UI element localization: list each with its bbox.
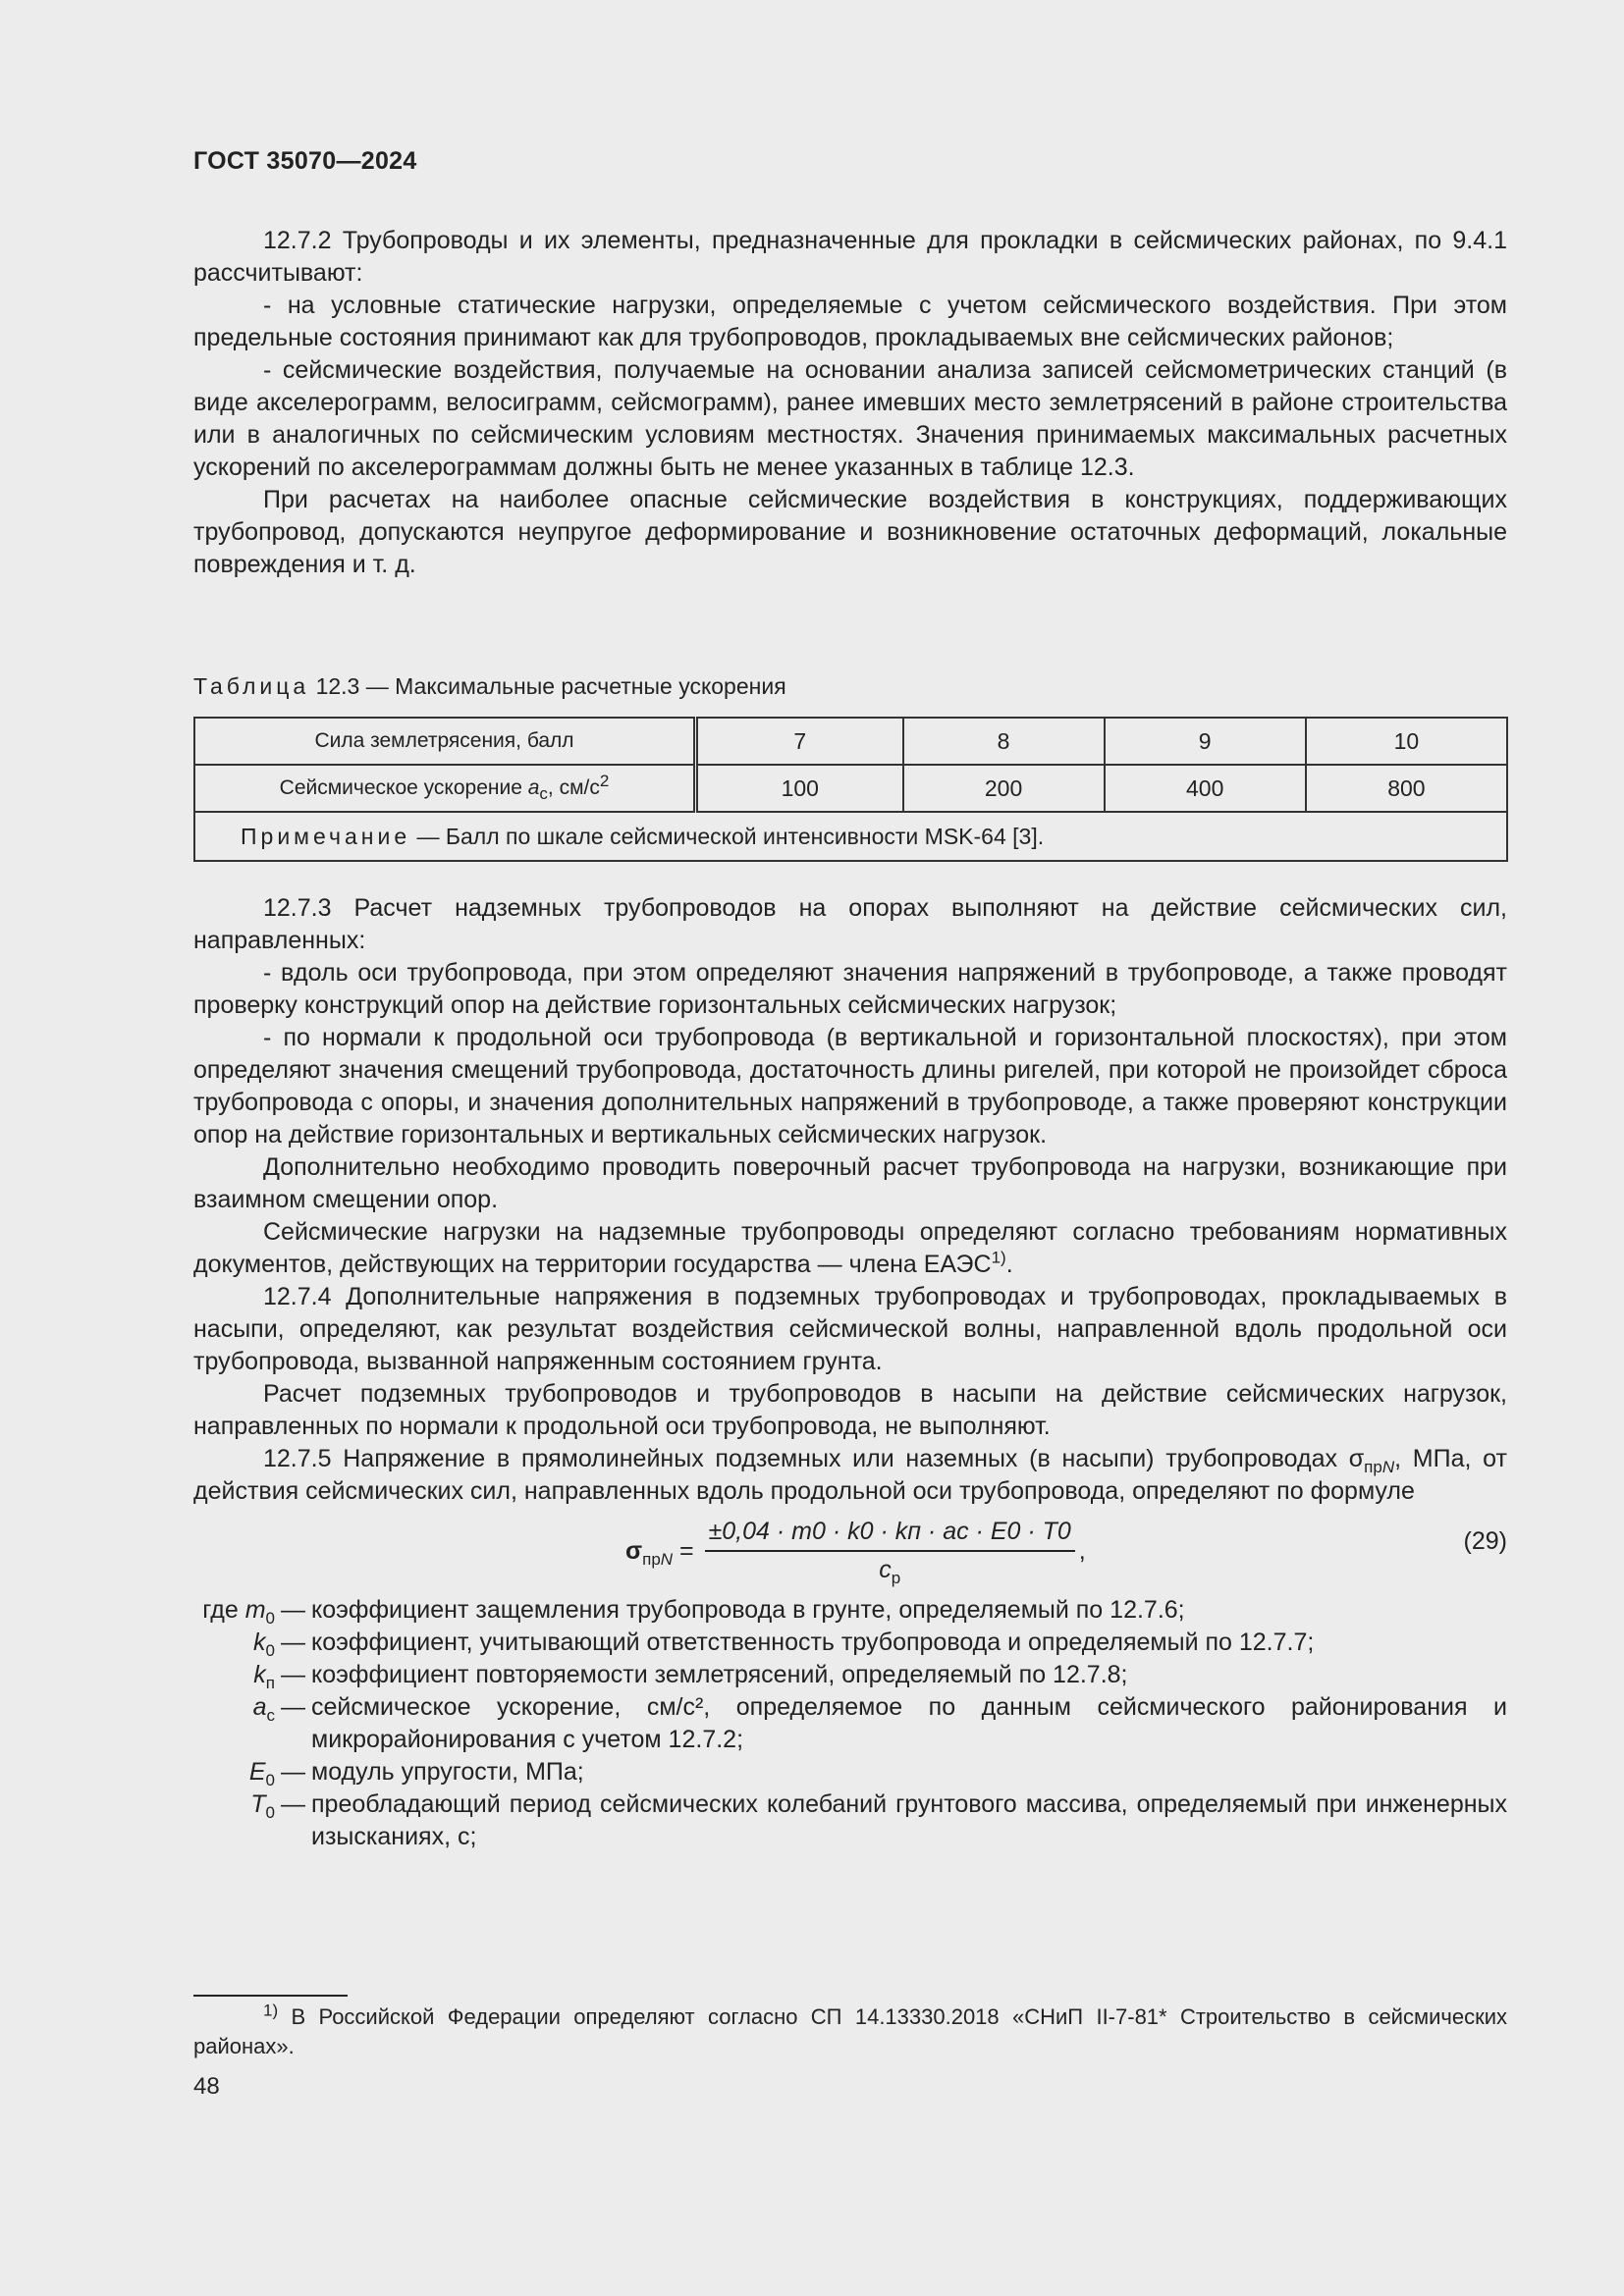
- subscript: p: [891, 1569, 901, 1587]
- list-item: - сейсмические воздействия, получаемые на основании анализа записей сейсмометрических станций (в виде акселерограмм, велосиграмм, сейсмограмм), ранее имевших место землетрясений в районе строительства или в аналогичных по сейсмическим условиям местностях. Значения принимаемых максимальных расчетных ускорений по акселерограммам должны быть не менее указанных в таблице 12.3.: [193, 356, 1507, 481]
- table-cell: 9: [1105, 718, 1306, 765]
- equals-sign: =: [673, 1536, 701, 1565]
- symbol: m: [244, 1596, 266, 1624]
- symbol: k: [253, 1629, 266, 1656]
- document-header: ГОСТ 35070—2024: [193, 147, 417, 175]
- symbol: σ: [625, 1536, 643, 1565]
- table-row: [194, 812, 1507, 861]
- formula-fraction: [705, 1516, 1075, 1586]
- symbol: E: [248, 1758, 266, 1786]
- paragraph: [193, 1443, 1507, 1508]
- symbol: a: [252, 1693, 267, 1721]
- page-number: 48: [193, 2073, 220, 2100]
- paragraph: 12.7.3 Расчет надземных трубопроводов на опорах выполняют на действие сейсмических сил, направленных:: [193, 894, 1507, 954]
- footnote-separator: [193, 1995, 348, 1997]
- subscript-symbol: N: [660, 1549, 674, 1569]
- symbol: σ: [1348, 1445, 1365, 1472]
- table-cell: 400: [1105, 765, 1306, 812]
- table-row: [194, 718, 1507, 765]
- table-header-cell: [194, 765, 696, 812]
- footnote: [193, 2002, 1507, 2061]
- table-cell: 200: [903, 765, 1105, 812]
- list-item: - по нормали к продольной оси трубопровода (в вертикальной и горизонтальной плоскостях), при этом определяют значения смещений трубопровода, достаточность длины ригелей, при которой не произойдет сброса трубопровода с опоры, и значения дополнительных напряжений в трубопроводе, а также проверяют конструкции опор на действие горизонтальных и вертикальных сейсмических нагрузок.: [193, 1024, 1507, 1148]
- table-cell: 10: [1306, 718, 1507, 765]
- definition-row: [193, 1594, 1507, 1627]
- paragraph: 12.7.4 Дополнительные напряжения в подземных трубопроводах и трубопроводах, прокладываемых в насыпи, определяют, как результат воздействия сейсмической волны, направленной вдоль продольной оси трубопровода, вызванной напряженным состоянием грунта.: [193, 1283, 1507, 1375]
- paragraph: [193, 1216, 1507, 1281]
- definition-text: преобладающий период сейсмических колебаний грунтового массива, определяемый при инженерных изысканиях, с;: [311, 1790, 1507, 1850]
- table-cell: 800: [1306, 765, 1507, 812]
- definition-symbol: [193, 1756, 275, 1789]
- list-item: - на условные статические нагрузки, определяемые с учетом сейсмического воздействия. При этом предельные состояния принимают как для трубопроводов, прокладываемых вне сейсмических районов;: [193, 292, 1507, 351]
- equation-number: (29): [1463, 1527, 1507, 1555]
- dash: —: [281, 1596, 305, 1624]
- numerator: ±0,04 · m0 · k0 · kп · ac · E0 · T0: [705, 1516, 1075, 1552]
- section-12-7-2: [193, 225, 1507, 581]
- definition-text: коэффициент, учитывающий ответственность трубопровода и определяемый по 12.7.7;: [311, 1629, 1315, 1656]
- table-caption-text: 12.3 — Максимальные расчетные ускорения: [315, 673, 786, 699]
- paragraph-text: .: [1005, 1251, 1013, 1278]
- definition-text: сейсмическое ускорение, см/с², определяемое по данным сейсмического районирования и микрорайонирования с учетом 12.7.2;: [311, 1693, 1507, 1753]
- definition-symbol: [193, 1627, 275, 1659]
- definition-row: [193, 1691, 1507, 1756]
- punctuation: ,: [1078, 1536, 1086, 1565]
- table-caption-label: Таблица: [193, 673, 310, 699]
- sections-12-7-3-to-12-7-5: [193, 892, 1507, 1853]
- table-header-cell: Сила землетрясения, балл: [194, 718, 696, 765]
- definition-symbol: [193, 1691, 275, 1756]
- definition-row: [193, 1756, 1507, 1789]
- paragraph: Дополнительно необходимо проводить поверочный расчет трубопровода на нагрузки, возникающие при взаимном смещении опор.: [193, 1153, 1507, 1213]
- symbol: k: [253, 1661, 266, 1688]
- acceleration-table: [193, 717, 1508, 862]
- subscript-symbol: N: [1381, 1458, 1395, 1476]
- table-cell: 8: [903, 718, 1105, 765]
- definition-row: [193, 1627, 1507, 1659]
- footnote-text: В Российской Федерации определяют согласно СП 14.13330.2018 «СНиП II-7-81* Строительство в сейсмических районах».: [193, 2004, 1507, 2058]
- definition-row: [193, 1789, 1507, 1853]
- superscript: 2: [599, 772, 610, 790]
- paragraph-text: 12.7.5 Напряжение в прямолинейных подземных или наземных (в насыпи) трубопроводах: [263, 1445, 1349, 1472]
- subscript: 0: [265, 1771, 275, 1789]
- paragraph-text: Сейсмические нагрузки на надземные трубопроводы определяют согласно требованиям нормативных документов, действующих на территории государства — члена ЕАЭС: [193, 1218, 1507, 1278]
- table-cell: 7: [696, 718, 903, 765]
- note-text: — Балл по шкале сейсмической интенсивности MSK-64 [3].: [410, 823, 1045, 849]
- definitions-list: [193, 1594, 1507, 1853]
- subscript-text: пр: [1364, 1458, 1382, 1476]
- dash: —: [281, 1758, 305, 1786]
- subscript-text: пр: [642, 1549, 661, 1569]
- where-word: где: [202, 1596, 239, 1624]
- paragraph-text: , МПа, от действия сейсмических сил, направленных вдоль продольной оси трубопровода, определяют по формуле: [193, 1445, 1507, 1505]
- dash: —: [281, 1693, 305, 1721]
- table-cell: 100: [696, 765, 903, 812]
- formula-expression: [625, 1516, 1086, 1586]
- label-text: Сейсмическое ускорение: [279, 776, 528, 799]
- definition-text: коэффициент защемления трубопровода в грунте, определяемый по 12.7.6;: [311, 1596, 1185, 1624]
- definition-text: модуль упругости, МПа;: [311, 1758, 584, 1786]
- list-item: - вдоль оси трубопровода, при этом определяют значения напряжений в трубопроводе, а также проводят проверку конструкций опор на действие горизонтальных сейсмических нагрузок;: [193, 959, 1507, 1019]
- subscript: c: [266, 1706, 275, 1725]
- dash: —: [281, 1790, 305, 1818]
- definition-text: коэффициент повторяемости землетрясений, определяемый по 12.7.8;: [311, 1661, 1128, 1688]
- subscript: c: [539, 784, 548, 804]
- label-text: , см/с: [547, 776, 600, 799]
- definition-symbol: [193, 1594, 275, 1627]
- formula-29: [193, 1508, 1507, 1588]
- note-label: Примечание: [241, 823, 411, 849]
- definition-row: [193, 1659, 1507, 1691]
- subscript: п: [265, 1674, 275, 1692]
- paragraph: 12.7.2 Трубопроводы и их элементы, предназначенные для прокладки в сейсмических районах, по 9.4.1 рассчитывают:: [193, 227, 1507, 287]
- footnote-mark: 1): [263, 2001, 279, 2020]
- table-note: [194, 812, 1507, 861]
- symbol: T: [250, 1790, 266, 1818]
- paragraph: Расчет подземных трубопроводов и трубопроводов в насыпи на действие сейсмических нагрузок, направленных по нормали к продольной оси трубопровода, не выполняют.: [193, 1380, 1507, 1440]
- definition-symbol: [193, 1659, 275, 1691]
- formula-lhs: [625, 1535, 673, 1568]
- subscript: 0: [265, 1803, 275, 1822]
- dash: —: [281, 1661, 305, 1688]
- paragraph: При расчетах на наиболее опасные сейсмические воздействия в конструкциях, поддерживающих трубопровод, допускаются неупругое деформирование и возникновение остаточных деформаций, локальные повреждения и т. д.: [193, 486, 1507, 578]
- subscript: [642, 1550, 673, 1569]
- table-caption: [193, 673, 786, 700]
- dash: —: [281, 1629, 305, 1656]
- footnote-ref: 1): [991, 1248, 1006, 1267]
- symbol: c: [879, 1556, 892, 1583]
- table-row: [194, 765, 1507, 812]
- symbol: a: [527, 776, 540, 799]
- subscript: 0: [265, 1609, 275, 1628]
- denominator: [879, 1552, 900, 1586]
- definition-symbol: [193, 1789, 275, 1853]
- subscript: [1364, 1458, 1394, 1476]
- subscript: 0: [265, 1641, 275, 1660]
